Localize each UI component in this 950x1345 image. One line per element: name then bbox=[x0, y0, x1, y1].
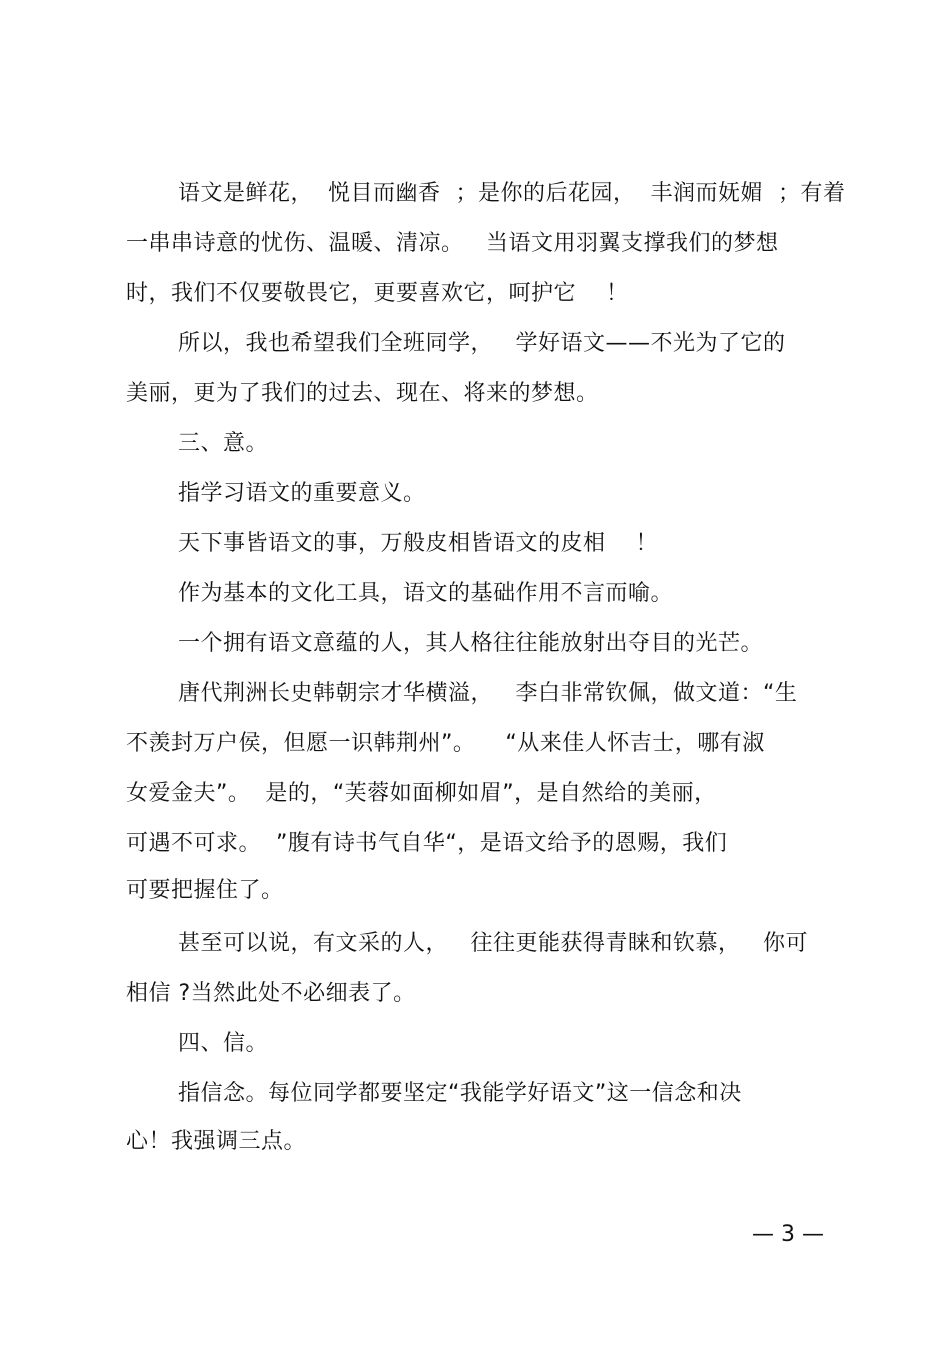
text-line-16: 甚至可以说，有文采的人， 往往更能获得青睐和钦慕， 你可 bbox=[178, 931, 808, 956]
section-heading-4: 四、信。 bbox=[178, 1031, 269, 1056]
text-line-2: 一串串诗意的忧伤、温暖、清凉。 当语文用羽翼支撑我们的梦想 bbox=[126, 231, 779, 256]
text-line-14: 可遇不可求。 ”腹有诗书气自华“，是语文给予的恩赐，我们 bbox=[126, 831, 728, 856]
text-line-9: 作为基本的文化工具，语文的基础作用不言而喻。 bbox=[178, 581, 674, 606]
text-line-20: 心！我强调三点。 bbox=[126, 1129, 307, 1154]
page-number: — 3 — bbox=[752, 1222, 824, 1247]
text-line-7: 指学习语文的重要意义。 bbox=[178, 481, 426, 506]
text-line-4: 所以，我也希望我们全班同学， 学好语文——不光为了它的 bbox=[178, 331, 786, 356]
text-line-17: 相信 ?当然此处不必细表了。 bbox=[126, 981, 416, 1006]
text-line-15: 可要把握住了。 bbox=[126, 878, 284, 903]
text-line-3: 时，我们不仅要敬畏它，更要喜欢它，呵护它 ！ bbox=[126, 281, 629, 306]
text-line-13: 女爱金夫”。 是的，“芙蓉如面柳如眉”，是自然给的美丽， bbox=[126, 781, 717, 806]
section-heading-3: 三、意。 bbox=[178, 431, 269, 456]
text-line-8: 天下事皆语文的事，万般皮相皆语文的皮相 ！ bbox=[178, 531, 658, 556]
text-line-1: 语文是鲜花， 悦目而幽香 ；是你的后花园， 丰润而妩媚 ；有着 bbox=[178, 181, 846, 206]
text-line-10: 一个拥有语文意蕴的人，其人格往往能放射出夺目的光芒。 bbox=[178, 631, 764, 656]
text-line-12: 不羡封万户侯，但愿一识韩荆州”。 “从来佳人怀吉士，哪有淑 bbox=[126, 731, 765, 756]
text-line-11: 唐代荆洲长史韩朝宗才华横溢， 李白非常钦佩，做文道：“生 bbox=[178, 681, 798, 706]
text-line-19: 指信念。每位同学都要坚定“我能学好语文”这一信念和决 bbox=[178, 1081, 742, 1106]
text-line-5: 美丽，更为了我们的过去、现在、将来的梦想。 bbox=[126, 381, 599, 406]
